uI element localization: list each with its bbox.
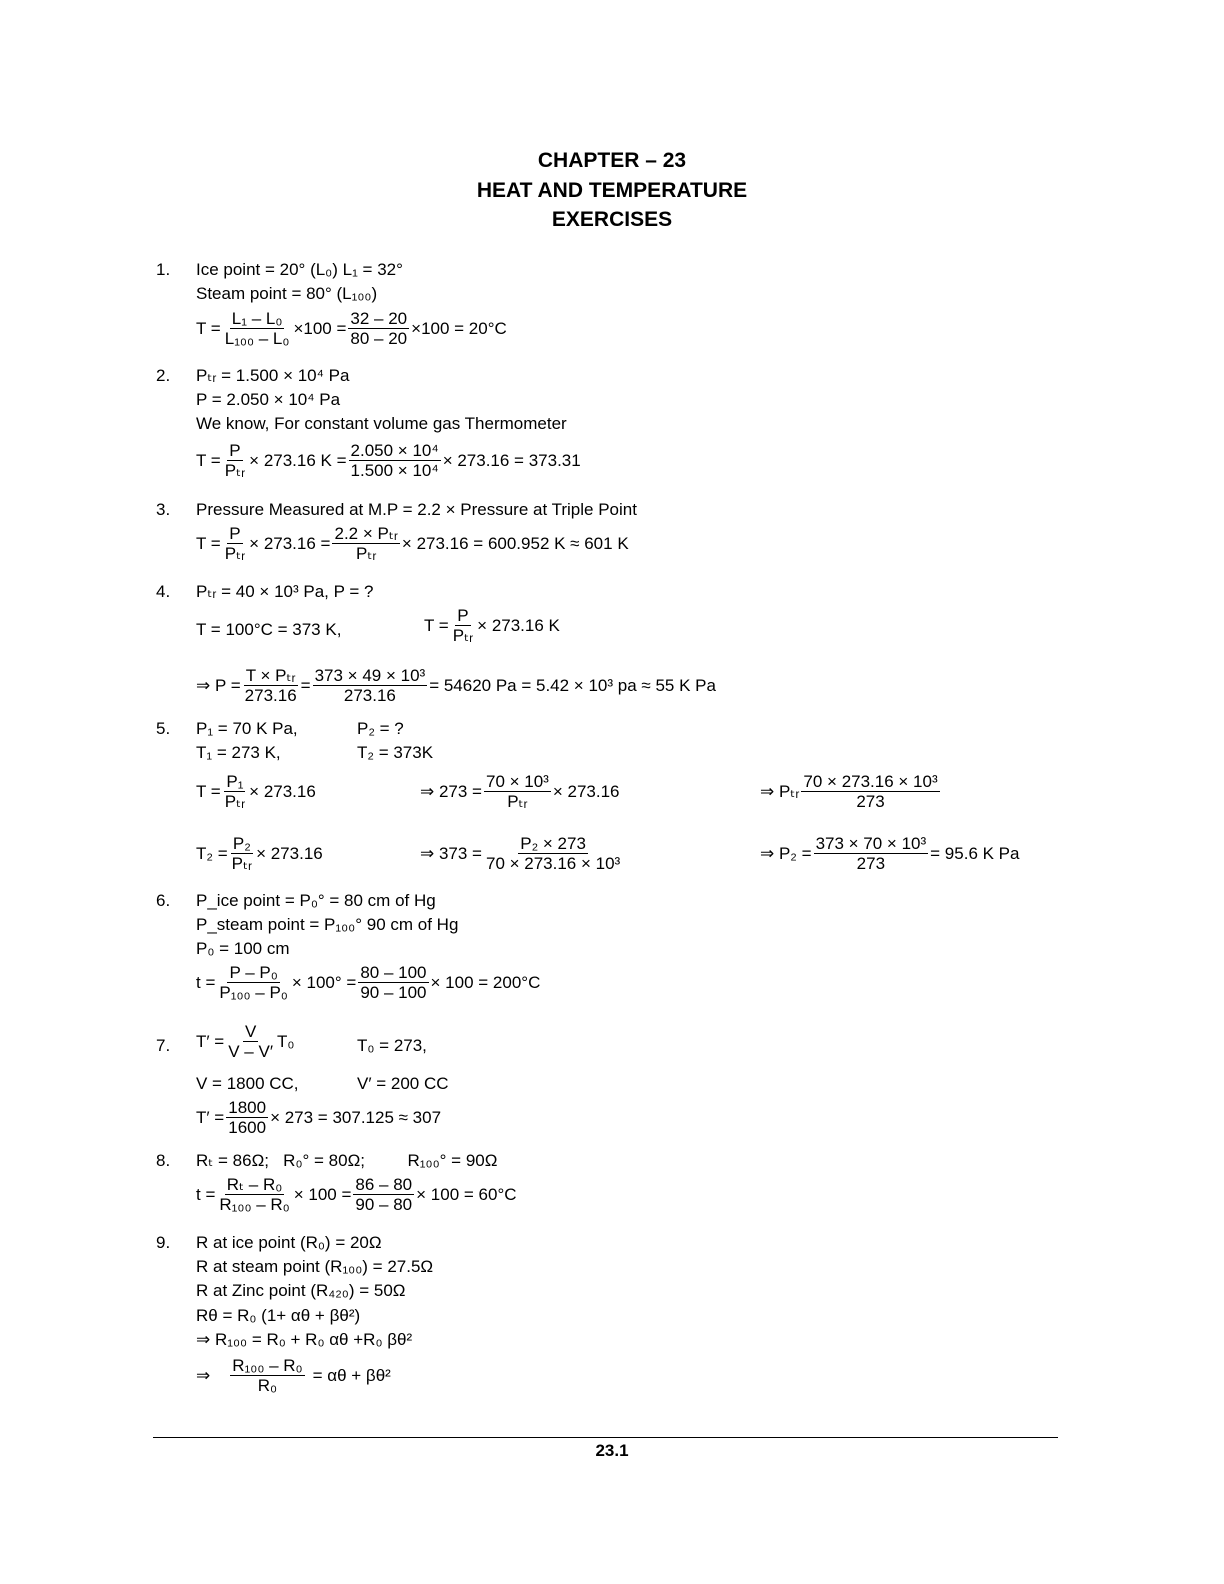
- given-line: Rₜ = 86Ω; R₀° = 80Ω; R₁₀₀° = 90Ω: [196, 1151, 498, 1170]
- given-line: T₂ = 373K: [357, 743, 434, 762]
- exercise-number: 8.: [156, 1151, 171, 1170]
- equation: T′ = $\frac{V}{V - V'}$ T₀: [196, 1022, 295, 1061]
- given-line: Steam point = 80° (L₁₀₀): [196, 284, 378, 303]
- given-line: T = 100°C = 373 K,: [196, 620, 342, 639]
- given-line: V = 1800 CC,: [196, 1074, 299, 1093]
- fraction: $\frac{\text{P₂ × 273}}{\text{70 × 273.16 × 10³}}$: [485, 834, 621, 873]
- equation: T′ = $\frac{1800}{1600}$ × 273 = 307.125 ≈ 307: [196, 1098, 442, 1137]
- equation: T = P Pₜᵣ × 273.16 K: [424, 606, 560, 645]
- fraction: $\frac{\text{373 × 49 × 10³}}{273.16}$: [314, 666, 426, 705]
- equation: ⇒ P = T × Pₜᵣ 273.16 = $\frac{\text{373 × 49 × 10³}}{273.16}$ = 54620 Pa = 5.42 × 10³ pa ≈ 55 K Pa: [196, 666, 716, 705]
- chapter-title: HEAT AND TEMPERATURE: [476, 179, 748, 202]
- given-line: R at steam point (R₁₀₀) = 27.5Ω: [196, 1257, 434, 1276]
- fraction: P₁ Pₜᵣ: [224, 772, 246, 811]
- footer-rule: [153, 1437, 1058, 1438]
- given-line: P_steam point = P₁₀₀° 90 cm of Hg: [196, 915, 459, 934]
- equation: T = P Pₜᵣ × 273.16 = 2.2 × Pₜᵣ Pₜᵣ × 273.16 = 600.952 K ≈ 601 K: [196, 524, 629, 563]
- exercise-number: 7.: [156, 1036, 171, 1055]
- equation: ⇒ 273 = 70 × 10³ Pₜᵣ × 273.16: [420, 772, 620, 811]
- exercise-number: 6.: [156, 891, 171, 910]
- exercise-number: 5.: [156, 719, 171, 738]
- statement-line: We know, For constant volume gas Thermometer: [196, 414, 567, 433]
- given-line: P₀ = 100 cm: [196, 939, 290, 958]
- statement-line: Pressure Measured at M.P = 2.2 × Pressure at Triple Point: [196, 500, 637, 519]
- fraction: $\frac{86 - 80}{90 - 80}$: [355, 1175, 413, 1214]
- fraction: 70 × 273.16 × 10³ 273: [803, 772, 938, 811]
- section-title: EXERCISES: [551, 208, 673, 231]
- fraction: P₂ Pₜᵣ: [231, 834, 253, 873]
- fraction: P Pₜᵣ: [452, 606, 474, 645]
- fraction: $\frac{\text{Rₜ – R₀}}{\text{R₁₀₀ – R₀}}$: [219, 1175, 290, 1214]
- formula-line: ⇒ R₁₀₀ = R₀ + R₀ αθ +R₀ βθ²: [196, 1330, 413, 1349]
- given-line: Ice point = 20° (L₀) L₁ = 32°: [196, 260, 403, 279]
- given-line: P₂ = ?: [357, 719, 404, 738]
- equation: t = $\frac{\text{P – P₀}}{\text{P₁₀₀ – P₀}}$ × 100° = $\frac{80 - 100}{90 - 100}$ × 100 = 200°C: [196, 963, 541, 1002]
- fraction: $\frac{32 - 20}{80 - 20}$: [350, 309, 408, 348]
- exercise-number: 4.: [156, 582, 171, 601]
- given-line: P₁ = 70 K Pa,: [196, 719, 298, 738]
- fraction: $\frac{\text{L₁ – L₀}}{\text{L₁₀₀ – L₀}}$: [224, 309, 290, 348]
- page-number: 23.1: [595, 1441, 629, 1460]
- exercise-number: 2.: [156, 366, 171, 385]
- formula-line: Rθ = R₀ (1+ αθ + βθ²): [196, 1306, 361, 1325]
- given-line: V′ = 200 CC: [357, 1074, 449, 1093]
- equation: T = P Pₜᵣ × 273.16 K = $\frac{\text{2.050 × 10⁴}}{\text{1.500 × 10⁴}}$ × 273.16 = 373.31: [196, 441, 581, 480]
- fraction: 2.2 × Pₜᵣ Pₜᵣ: [334, 524, 398, 563]
- exercise-number: 3.: [156, 500, 171, 519]
- given-line: P_ice point = P₀° = 80 cm of Hg: [196, 891, 436, 910]
- equation: ⇒ 373 = $\frac{\text{P₂ × 273}}{\text{70 × 273.16 × 10³}}$: [420, 834, 621, 873]
- fraction: $\frac{\text{373 × 70 × 10³}}{273}$: [815, 834, 927, 873]
- given-line: R at ice point (R₀) = 20Ω: [196, 1233, 382, 1252]
- equation: ⇒ P₂ = $\frac{\text{373 × 70 × 10³}}{273}$ = 95.6 K Pa: [760, 834, 1020, 873]
- equation: ⇒ $\frac{\text{R₁₀₀ – R₀}}{\text{R₀}}$ = αθ + βθ²: [196, 1356, 391, 1395]
- equation: T = P₁ Pₜᵣ × 273.16: [196, 772, 316, 811]
- given-line: Pₜᵣ = 40 × 10³ Pa, P = ?: [196, 582, 374, 601]
- exercise-number: 9.: [156, 1233, 171, 1252]
- fraction: $\frac{1800}{1600}$: [228, 1098, 267, 1137]
- equation: ⇒ Pₜᵣ 70 × 273.16 × 10³ 273: [760, 772, 938, 811]
- fraction: $\frac{V}{V - V'}$: [228, 1022, 274, 1061]
- given-line: T₀ = 273,: [357, 1036, 427, 1055]
- given-line: T₁ = 273 K,: [196, 743, 281, 762]
- fraction: $\frac{\text{P – P₀}}{\text{P₁₀₀ – P₀}}$: [219, 963, 288, 1002]
- exercise-number: 1.: [156, 260, 171, 279]
- given-line: Pₜᵣ = 1.500 × 10⁴ Pa: [196, 366, 350, 385]
- given-line: R at Zinc point (R₄₂₀) = 50Ω: [196, 1281, 406, 1300]
- equation: T₂ = P₂ Pₜᵣ × 273.16: [196, 834, 323, 873]
- fraction: $\frac{80 - 100}{90 - 100}$: [360, 963, 427, 1002]
- fraction: T × Pₜᵣ 273.16: [244, 666, 297, 705]
- fraction: 70 × 10³ Pₜᵣ: [485, 772, 549, 811]
- fraction: P Pₜᵣ: [224, 441, 246, 480]
- fraction: $\frac{\text{R₁₀₀ – R₀}}{\text{R₀}}$: [232, 1356, 303, 1395]
- given-line: P = 2.050 × 10⁴ Pa: [196, 390, 341, 409]
- equation: T = $\frac{\text{L₁ – L₀}}{\text{L₁₀₀ – L₀}}$ ×100 = $\frac{32 - 20}{80 - 20}$ ×100 = 20°C: [196, 309, 507, 348]
- fraction: P Pₜᵣ: [224, 524, 246, 563]
- fraction: $\frac{\text{2.050 × 10⁴}}{\text{1.500 × 10⁴}}$: [350, 441, 439, 480]
- chapter-number: CHAPTER – 23: [537, 149, 687, 172]
- equation: t = $\frac{\text{Rₜ – R₀}}{\text{R₁₀₀ – R₀}}$ × 100 = $\frac{86 - 80}{90 - 80}$ × 100 = 60°C: [196, 1175, 517, 1214]
